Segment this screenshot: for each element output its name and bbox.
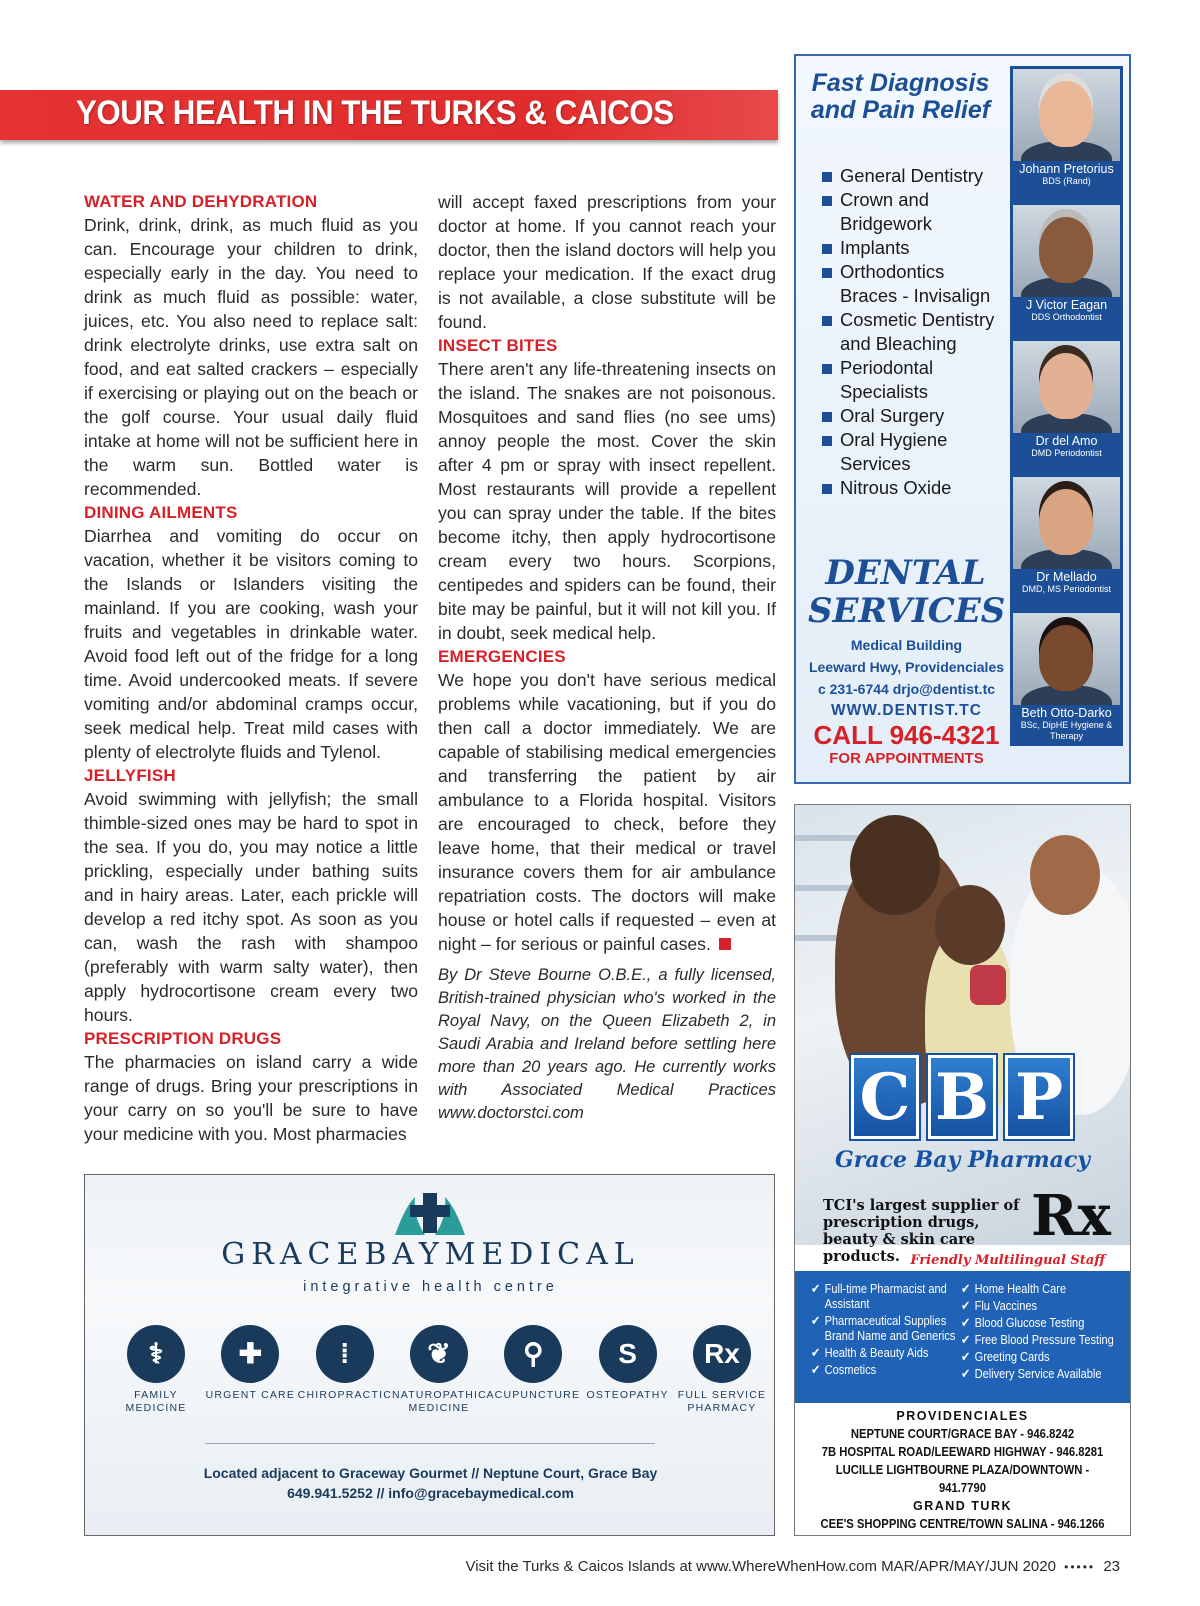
staff-portrait xyxy=(1013,477,1120,569)
section-body: Avoid swimming with jellyfish; the small thimble-sized ones may be hard to spot in the sea. If you do, you may notice a little prickling, especially under bathing suits and in hairy areas. Later, each prickle will develop a red itchy spot. As soon as you can, wash the rash with shampoo (preferably with warm salty water), then apply hydrocortisone cream every two hours. xyxy=(84,789,418,1025)
rx-symbol-icon: Rx xyxy=(1031,1183,1111,1249)
list-item: Oral Surgery xyxy=(822,404,1002,428)
service-label: URGENT CARE xyxy=(205,1389,296,1401)
article-column-left xyxy=(84,190,418,1146)
staff-photos xyxy=(1010,66,1123,746)
section-heading: INSECT BITES xyxy=(438,336,558,355)
staff-photo-card xyxy=(1010,338,1123,474)
staff-credential: BSc, DipHE Hygiene & Therapy xyxy=(1020,720,1113,741)
service-label: CHIROPRACTIC xyxy=(297,1389,392,1401)
staff-credential: BDS (Rand) xyxy=(1042,176,1091,186)
section-body: There aren't any life-threatening insects on the island. The snakes are not poisonous. Mosquitoes and sand flies (no see ums) annoy people the most. Cover the skin after 4 pm or spray with insect repellent. Most restaurants will provide a repellent you can spray under the table. If the bites become itchy, then apply hydrocortisone cream every two hours. Scorpions, centipedes and spiders can be found, their bite may be painful, but it will not kill you. If in doubt, seek medical help. xyxy=(438,359,776,643)
divider xyxy=(205,1443,655,1444)
call-number[interactable]: CALL 946-4321 xyxy=(813,720,1000,750)
section-body: Drink, drink, drink, as much fluid as you can. Encourage your children to drink, especially early in the day. You need to drink as much fluid as possible: water, juices, etc. You also need to replace salt: drink electrolyte drinks, use extra salt on food, and eat salted crackers – especially if exercising or playing out on the beach or the golf course. Your usual daily fluid intake at home will not be sufficient here in the warm sun. Bottled water is recommended. xyxy=(84,215,418,499)
section-heading: WATER AND DEHYDRATION xyxy=(84,192,318,211)
region-heading: PROVIDENCIALES xyxy=(896,1409,1029,1423)
customer-head xyxy=(850,815,940,915)
list-item: Nitrous Oxide xyxy=(822,476,1002,500)
plus-icon: ✚ xyxy=(221,1325,279,1383)
pharmacy-name: Grace Bay Pharmacy xyxy=(834,1147,1091,1173)
medical-service-item xyxy=(675,1325,769,1415)
staff-photo-card xyxy=(1010,474,1123,610)
needle-icon: ⚲ xyxy=(504,1325,562,1383)
list-item: Crown and Bridgework xyxy=(822,188,1002,236)
staff-name: Dr del Amo xyxy=(1035,434,1098,448)
phone-email[interactable]: c 231-6744 drjo@dentist.tc xyxy=(817,681,996,697)
medical-contact xyxy=(85,1463,775,1503)
location-line: LUCILLE LIGHTBOURNE PLAZA/DOWNTOWN - 941.7790 xyxy=(835,1463,1090,1495)
staff-name: Beth Otto-Darko xyxy=(1021,706,1112,720)
pharmacy-locations xyxy=(795,1407,1130,1533)
service-label: ACUPUNCTURE xyxy=(486,1389,581,1401)
stethoscope-icon: ⚕ xyxy=(127,1325,185,1383)
logo-letter: B xyxy=(928,1055,996,1139)
staff-name: Johann Pretorius xyxy=(1019,162,1114,176)
medical-subtitle: integrative health centre xyxy=(303,1279,558,1295)
staff-portrait xyxy=(1013,69,1120,161)
list-item: ✔ Pharmaceutical Supplies Brand Name and Generics xyxy=(811,1313,964,1343)
building-name: Medical Building xyxy=(850,637,963,653)
staff-note: Friendly Multilingual Staff xyxy=(910,1253,1105,1268)
staff-name: J Victor Eagan xyxy=(1025,298,1108,312)
portrait-face xyxy=(1039,217,1093,283)
call-to-action[interactable] xyxy=(804,720,1009,768)
page-footer xyxy=(380,1558,1120,1575)
address: Leeward Hwy, Providenciales xyxy=(808,659,1005,675)
page-title: YOUR HEALTH IN THE TURKS & CAICOS xyxy=(76,94,674,132)
brand-line: DENTAL xyxy=(825,553,986,593)
list-item: Orthodontics Braces - Invisalign xyxy=(822,260,1002,308)
section-heading: DINING AILMENTS xyxy=(84,503,238,522)
brand-line: SERVICES xyxy=(808,591,1006,631)
region-heading: GRAND TURK xyxy=(912,1499,1013,1513)
staff-name: Dr Mellado xyxy=(1036,570,1097,584)
medical-service-item xyxy=(486,1325,580,1415)
ad-headline: Fast Diagnosis and Pain Relief xyxy=(810,69,991,124)
section-body: will accept faxed prescriptions from your doctor at home. If you cannot reach your doctor, then the island doctors will help you replace your medication. If the exact drug is not available, a close substitute will be found. xyxy=(438,192,776,332)
dental-services-ad[interactable] xyxy=(794,54,1131,784)
footer-dots: ••••• xyxy=(1064,1560,1096,1574)
services-list-right xyxy=(961,1281,1123,1383)
list-item: General Dentistry xyxy=(822,164,1002,188)
list-item: Periodontal Specialists xyxy=(822,356,1002,404)
medical-service-item xyxy=(109,1325,203,1415)
list-item: ✔ Home Health Care xyxy=(961,1281,1123,1296)
pharmacy-tagline: TCI's largest supplier of prescription drugs, beauty & skin care products. xyxy=(823,1197,1020,1265)
section-body: The pharmacies on island carry a wide range of drugs. Bring your prescriptions in your carry on so you'll be sure to have your medicine with you. Most pharmacies xyxy=(84,1052,418,1144)
section-body: Diarrhea and vomiting do occur on vacation, whether it be visitors coming to the Islands or Islanders visiting the mainland. If you are cooking, wash your fruits and vegetables in drinkable water. Avoid food left out of the fridge for a long time. Avoid undercooked meats. If severe vomiting and/or abdominal cramps occur, seek medical help. Treat mild cases with plenty of electrolyte fluids and Tylenol. xyxy=(84,526,418,762)
staff-photo-card xyxy=(1010,202,1123,338)
section-heading: EMERGENCIES xyxy=(438,647,566,666)
list-item: ✔ Free Blood Pressure Testing xyxy=(961,1332,1123,1347)
list-item: ✔ Greeting Cards xyxy=(961,1349,1123,1364)
staff-credential: DMD, MS Periodontist xyxy=(1021,584,1112,594)
pharmacy-photo xyxy=(795,805,1130,1245)
portrait-face xyxy=(1039,489,1093,555)
dental-brand-logo xyxy=(808,553,1006,631)
staff-portrait xyxy=(1013,341,1120,433)
emergencies-text: We hope you don't have serious medical problems while vacationing, but if you do then call a doctor immediately. We are capable of stabilising medical emergencies and transferring the patient by air ambulance to a Florida hospital. Visitors are encouraged to check, before they leave home, that their medical or travel insurance covers them for air ambulance repatriation costs. The doctors will make house or hotel calls if requested – even at night – for serious or painful cases. xyxy=(438,670,776,954)
service-label: FAMILY MEDICINE xyxy=(125,1389,187,1414)
call-subtext: FOR APPOINTMENTS xyxy=(829,750,984,767)
website-link[interactable]: WWW.DENTIST.TC xyxy=(831,702,982,719)
section-heading: PRESCRIPTION DRUGS xyxy=(84,1029,282,1048)
medical-service-item xyxy=(203,1325,297,1415)
dental-service-list xyxy=(822,164,1002,500)
services-list-left xyxy=(811,1281,964,1379)
location-line: NEPTUNE COURT/GRACE BAY - 946.8242 xyxy=(850,1427,1075,1441)
grace-bay-medical-ad[interactable] xyxy=(84,1174,775,1536)
list-item: ✔ Blood Glucose Testing xyxy=(961,1315,1123,1330)
list-item: Oral Hygiene Services xyxy=(822,428,1002,476)
staff-photo-card xyxy=(1010,610,1123,746)
medical-service-item xyxy=(298,1325,392,1415)
page-number: 23 xyxy=(1103,1558,1120,1575)
service-label: OSTEOPATHY xyxy=(586,1389,669,1401)
location-line: 7B HOSPITAL ROAD/LEEWARD HIGHWAY - 946.8281 xyxy=(821,1445,1104,1459)
grace-bay-pharmacy-ad[interactable] xyxy=(794,804,1131,1536)
portrait-face xyxy=(1039,353,1093,419)
footer-text: Visit the Turks & Caicos Islands at www.WhereWhenHow.com MAR/APR/MAY/JUN 2020 xyxy=(465,1558,1056,1575)
portrait-face xyxy=(1039,625,1093,691)
list-item: Cosmetic Dentistry and Bleaching xyxy=(822,308,1002,356)
medical-service-item xyxy=(581,1325,675,1415)
section-banner xyxy=(0,90,778,140)
service-label: NATUROPATHIC MEDICINE xyxy=(391,1389,487,1414)
list-item: ✔ Flu Vaccines xyxy=(961,1298,1123,1313)
logo-letter: C xyxy=(851,1055,919,1139)
section-body xyxy=(438,668,776,956)
section-heading: JELLYFISH xyxy=(84,766,176,785)
staff-portrait xyxy=(1013,205,1120,297)
medical-brand-name: GRACEBAYMEDICAL xyxy=(221,1237,640,1272)
list-item: ✔ Health & Beauty Aids xyxy=(811,1345,964,1360)
author-byline: By Dr Steve Bourne O.B.E., a fully licensed, British-trained physician who's worked in the Royal Navy, on the Queen Elizabeth 2, in Saudi Arabia and Ireland before settling here more than 20 years ago. He currently works with Associated Medical Practices www.doctorstci.com xyxy=(438,966,776,1122)
dental-contact-info xyxy=(804,634,1009,722)
medical-services xyxy=(109,1325,769,1415)
contact-line[interactable]: 649.941.5252 // info@gracebaymedical.com xyxy=(287,1485,574,1501)
medical-service-item xyxy=(392,1325,486,1415)
logo-letter: P xyxy=(1005,1055,1073,1139)
medical-logo-icon xyxy=(385,1187,475,1237)
cbp-logo xyxy=(851,1055,1073,1139)
pharmacist-head xyxy=(1030,835,1100,915)
list-item: ✔ Delivery Service Available xyxy=(961,1366,1123,1381)
article-column-middle xyxy=(438,190,776,1125)
list-item: ✔ Cosmetics xyxy=(811,1362,964,1377)
list-item: Implants xyxy=(822,236,1002,260)
rx-icon: Rx xyxy=(693,1325,751,1383)
location-line: CEE'S SHOPPING CENTRE/TOWN SALINA - 946.1266 xyxy=(820,1517,1105,1531)
pharmacy-services xyxy=(795,1271,1130,1403)
staff-photo-card xyxy=(1010,66,1123,202)
location-line: Located adjacent to Graceway Gourmet // Neptune Court, Grace Bay xyxy=(203,1465,658,1481)
spine-icon: ⁞ xyxy=(316,1325,374,1383)
staff-credential: DDS Orthodontist xyxy=(1031,312,1102,322)
portrait-face xyxy=(1039,81,1093,147)
staff-portrait xyxy=(1013,613,1120,705)
end-mark-icon xyxy=(719,938,731,950)
s-curve-icon: S xyxy=(599,1325,657,1383)
medicine-bottle xyxy=(970,965,1006,1005)
list-item: ✔ Full-time Pharmacist and Assistant xyxy=(811,1281,964,1311)
leaf-icon: ❦ xyxy=(410,1325,468,1383)
staff-credential: DMD Periodontist xyxy=(1031,448,1102,458)
service-label: FULL SERVICE PHARMACY xyxy=(677,1389,767,1414)
child-head xyxy=(935,885,1005,965)
